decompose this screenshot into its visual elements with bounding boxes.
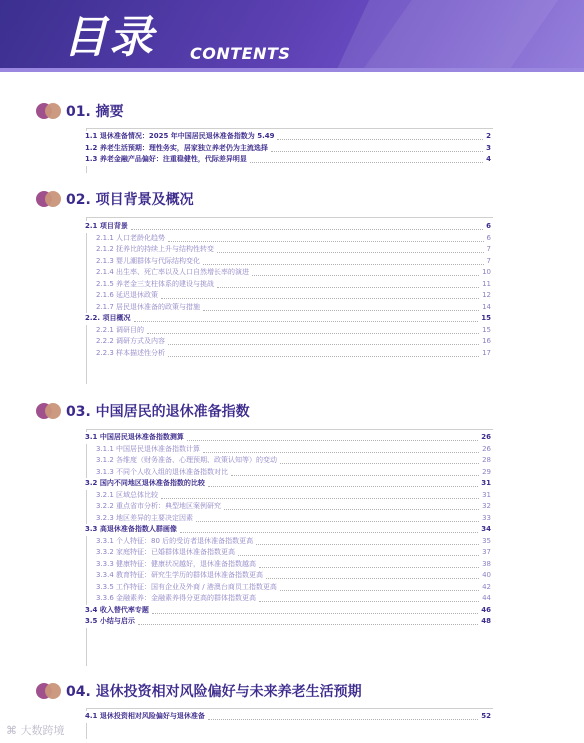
toc-entry[interactable]: 1.1 退休准备情况：2025 年中国居民退休准备指数为 5.49 2 — [85, 131, 491, 143]
toc-subentry[interactable]: 3.1.1 中国居民退休准备指数计算 26 — [85, 444, 491, 456]
toc-subentry[interactable]: 2.1.6 延迟退休政策 12 — [85, 290, 491, 302]
toc-subentry[interactable]: 3.3.1 个人特征：80 后的受访者退休准备指数更高 35 — [85, 536, 491, 548]
section-title: 04. 退休投资相对风险偏好与未来养老生活预期 — [66, 684, 362, 700]
toc-entry[interactable]: 4.1 退休投资相对风险偏好与退休准备 52 — [85, 711, 491, 723]
header-banner — [0, 0, 584, 72]
watermark-logo: ⌘ 大数跨境 — [6, 724, 65, 737]
toc-list-02 — [85, 221, 491, 359]
toc-subentry[interactable]: 2.2.2 调研方式及内容 16 — [85, 336, 491, 348]
page-title: 目录 — [63, 12, 155, 63]
toc-subentry[interactable]: 3.3.4 教育特征：研究生学历的群体退休准备指数更高 40 — [85, 570, 491, 582]
toc-subentry[interactable]: 3.1.3 不同个人收入组的退休准备指数对比 29 — [85, 467, 491, 479]
toc-entry[interactable]: 3.1 中国居民退休准备指数测算 26 — [85, 432, 491, 444]
toc-list-04 — [85, 711, 491, 723]
toc-entry[interactable]: 3.2 国内不同地区退休准备指数的比较 31 — [85, 478, 491, 490]
banner-divider — [0, 68, 584, 72]
section-title: 03. 中国居民的退休准备指数 — [66, 404, 250, 420]
toc-entry[interactable]: 3.4 收入替代率专题 46 — [85, 605, 491, 617]
toc-subentry[interactable]: 3.3.2 家庭特征：已婚群体退休准备指数更高 37 — [85, 547, 491, 559]
section-title: 02. 项目背景及概况 — [66, 192, 194, 208]
toc-subentry[interactable]: 2.1.5 养老金三支柱体系的建设与挑战 11 — [85, 279, 491, 291]
page-subtitle: CONTENTS — [190, 44, 291, 63]
toc-entry[interactable]: 2.2. 项目概况 15 — [85, 313, 491, 325]
toc-subentry[interactable]: 3.2.1 区域总体比较 31 — [85, 490, 491, 502]
toc-subentry[interactable]: 3.1.2 各维度（财务准备、心理预期、政策认知等）的变动 28 — [85, 455, 491, 467]
watermark-icon: ⌘ — [6, 724, 21, 737]
toc-subentry[interactable]: 2.1.7 居民退休准备的政策与措施 14 — [85, 302, 491, 314]
toc-subentry[interactable]: 2.1.3 婴儿潮群体与代际结构变化 7 — [85, 256, 491, 268]
section-bullet-icon — [36, 683, 62, 699]
toc-subentry[interactable]: 2.1.4 出生率、死亡率以及人口自然增长率的演进 10 — [85, 267, 491, 279]
toc-subentry[interactable]: 3.2.3 地区差异的主要决定因素 33 — [85, 513, 491, 525]
toc-subentry[interactable]: 3.2.2 重点省市分析：典型地区案例研究 32 — [85, 501, 491, 513]
toc-subentry[interactable]: 2.2.3 样本描述性分析 17 — [85, 348, 491, 360]
toc-list-01 — [85, 131, 491, 166]
section-title: 01. 摘要 — [66, 104, 124, 120]
toc-subentry[interactable]: 3.3.5 工作特征：国有企业及外商 / 港澳台商员工指数更高 42 — [85, 582, 491, 594]
toc-subentry[interactable]: 2.2.1 调研目的 15 — [85, 325, 491, 337]
toc-subentry[interactable]: 3.3.3 健康特征：健康状况越好，退休准备指数越高 38 — [85, 559, 491, 571]
section-bullet-icon — [36, 403, 62, 419]
toc-list-03 — [85, 432, 491, 628]
section-bullet-icon — [36, 191, 62, 207]
toc-subentry[interactable]: 2.1.2 抚养比的持续上升与结构性转变 7 — [85, 244, 491, 256]
toc-subentry[interactable]: 2.1.1 人口老龄化趋势 6 — [85, 233, 491, 245]
toc-entry[interactable]: 3.3 高退休准备指数人群画像 34 — [85, 524, 491, 536]
toc-entry[interactable]: 1.2 养老生活预期：理性务实，居家独立养老仍为主流选择 3 — [85, 143, 491, 155]
section-bullet-icon — [36, 103, 62, 119]
toc-entry[interactable]: 2.1 项目背景 6 — [85, 221, 491, 233]
toc-subentry[interactable]: 3.3.6 金融素养：金融素养得分更高的群体指数更高 44 — [85, 593, 491, 605]
toc-entry[interactable]: 1.3 养老金融产品偏好：注重稳健性，代际差异明显 4 — [85, 154, 491, 166]
toc-entry[interactable]: 3.5 小结与启示 48 — [85, 616, 491, 628]
